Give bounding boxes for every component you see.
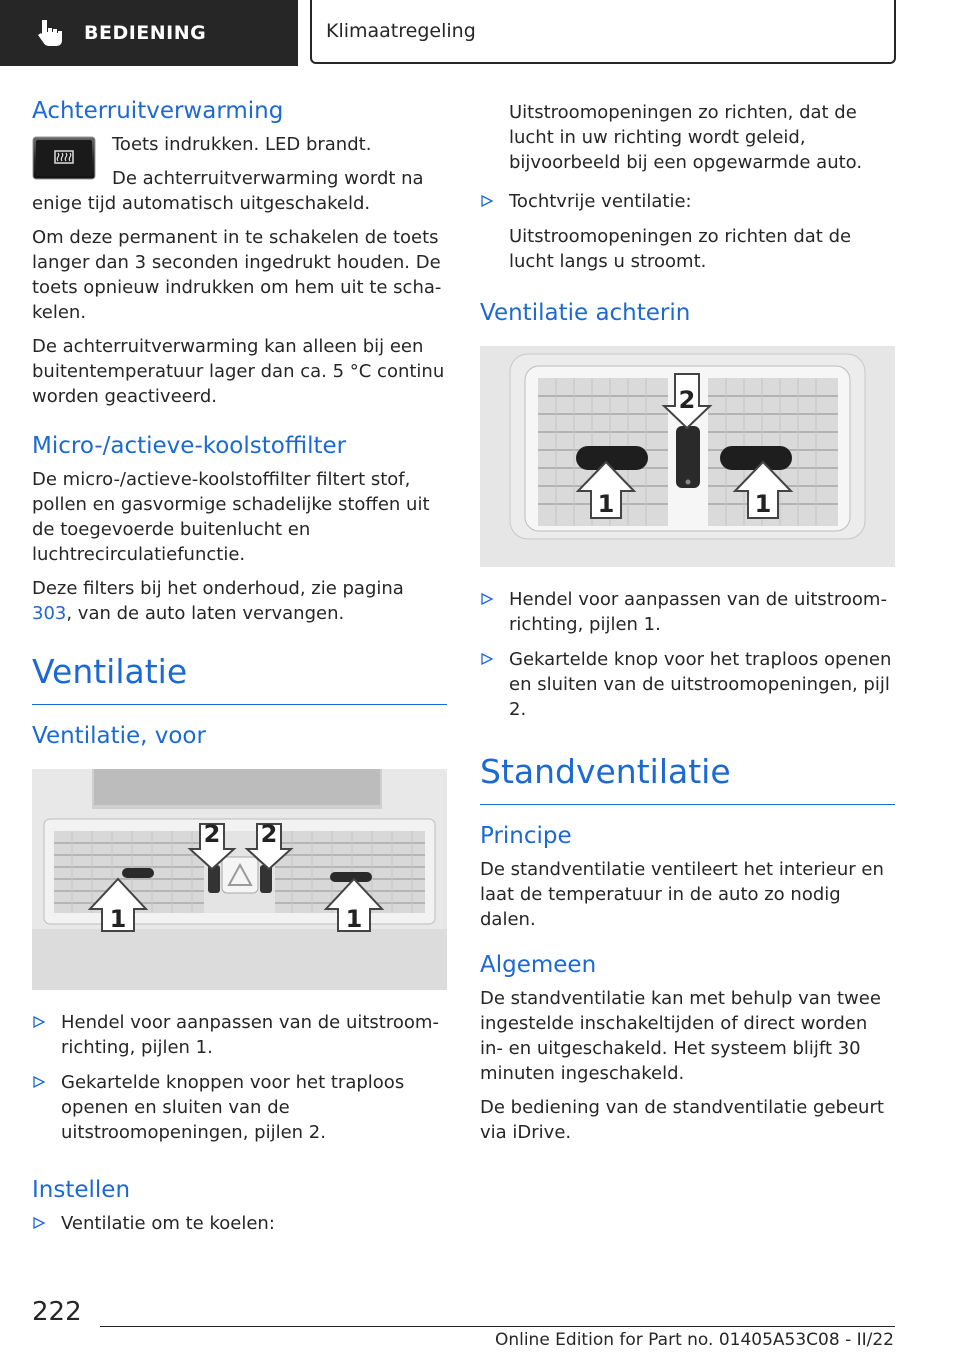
- vent-rear-heading: Ventilatie achterin: [480, 300, 691, 326]
- front-bullet-2: Gekartelde knoppen voor het traploos openen en sluiten van de uitstroomopeningen, pijlen 2.: [32, 1070, 447, 1145]
- ventilation-heading-block: [32, 652, 447, 705]
- chapter-label: Klimaatregeling: [326, 20, 476, 42]
- cooling-text: Uitstroomopeningen zo richten, dat de lucht in uw richting wordt geleid, bijvoorbeeld bij een opgewarmde auto.: [509, 102, 863, 173]
- settings-bullet: Ventilatie om te koelen:: [32, 1211, 447, 1236]
- vent-front-heading: Ventilatie, voor: [32, 723, 206, 749]
- rear-bullet-1: Hendel voor aanpassen van de uitstroomrichting, pijlen 1.: [480, 587, 895, 637]
- edition-text: Online Edition for Part no. 01405A53C08 - II/22: [494, 1330, 894, 1350]
- rear-defrost-text-2: De achterruitverwarming wordt na enige tijd automatisch uitgeschakeld.: [32, 168, 424, 214]
- front-label-1a: 1: [109, 905, 127, 933]
- page-number: 222: [32, 1297, 82, 1327]
- footer-divider: [100, 1326, 895, 1327]
- front-bullet-1: Hendel voor aanpassen van de uitstroomrichting, pijlen 1.: [32, 1010, 447, 1060]
- rear-defrost-text-3: Om deze permanent in te schakelen de toets langer dan 3 seconden ingedrukt houden. De toets opnieuw indrukken om hem uit te schakelen.: [32, 227, 442, 323]
- section-tab: [0, 0, 298, 66]
- front-label-2b: 2: [260, 820, 278, 848]
- chapter-tab: [310, 0, 896, 64]
- triangle-bullet-icon: [481, 653, 493, 665]
- standvent-heading: Standventilatie: [480, 752, 731, 791]
- rear-defrost-text-4: De achterruitverwarming kan alleen bij een buitentemperatuur lager dan ca. 5 °C continu worden geactiveerd.: [32, 336, 445, 407]
- front-label-2a: 2: [203, 820, 221, 848]
- rear-bullet-2: Gekartelde knop voor het traploos openen en sluiten van de uitstroomopeningen, pijl 2.: [480, 647, 895, 722]
- rear-defrost-heading: Achterruitverwarming: [32, 98, 284, 124]
- filter-text-1: De micro-/actieve-koolstoffilter filtert stof, pollen en gasvormige schadelijke stoffen uit de toegevoerde buitenlucht en luchtrecirculatiefunctie.: [32, 469, 430, 565]
- general-text-2: De bediening van de standventilatie gebeurt via iDrive.: [480, 1097, 884, 1143]
- rear-label-2: 2: [678, 386, 696, 414]
- general-heading: Algemeen: [480, 952, 597, 978]
- standvent-heading-block: [480, 752, 895, 805]
- settings-heading: Instellen: [32, 1177, 131, 1203]
- draft-free-text: Uitstroomopeningen zo richten dat de lucht langs u stroomt.: [509, 226, 852, 272]
- page-header: [0, 0, 960, 66]
- left-column: [32, 96, 447, 1246]
- right-column: [480, 100, 895, 1154]
- page-link-303[interactable]: 303: [32, 603, 67, 624]
- ventilation-heading: Ventilatie: [32, 652, 188, 691]
- rear-window-defrost-button-icon: [32, 136, 96, 180]
- rear-label-1a: 1: [597, 490, 615, 518]
- hand-pointer-icon: [34, 16, 68, 50]
- rear-vent-figure: [480, 346, 895, 567]
- draft-free-bullet: Tochtvrije ventilatie:: [480, 189, 895, 214]
- filter-text-2: Deze filters bij het onderhoud, zie pagina 303, van de auto laten vervangen.: [32, 578, 404, 624]
- triangle-bullet-icon: [481, 195, 493, 207]
- principle-heading: Principe: [480, 823, 572, 849]
- rear-defrost-text-1: Toets indrukken. LED brandt.: [112, 134, 372, 155]
- general-text-1: De standventilatie kan met behulp van twee ingestelde inschakeltijden of direct worden in- en uitgeschakeld. Het systeem blijft 30 minuten ingeschakeld.: [480, 988, 881, 1084]
- principle-text: De standventilatie ventileert het interieur en laat de temperatuur in de auto zo nodig dalen.: [480, 859, 884, 930]
- triangle-bullet-icon: [33, 1016, 45, 1028]
- triangle-bullet-icon: [33, 1076, 45, 1088]
- triangle-bullet-icon: [481, 593, 493, 605]
- triangle-bullet-icon: [33, 1217, 45, 1229]
- filter-heading: Micro-/actieve-koolstoffilter: [32, 433, 347, 459]
- section-label: BEDIENING: [84, 22, 207, 44]
- front-vent-figure: [32, 769, 447, 990]
- front-label-1b: 1: [345, 905, 363, 933]
- rear-label-1b: 1: [754, 490, 772, 518]
